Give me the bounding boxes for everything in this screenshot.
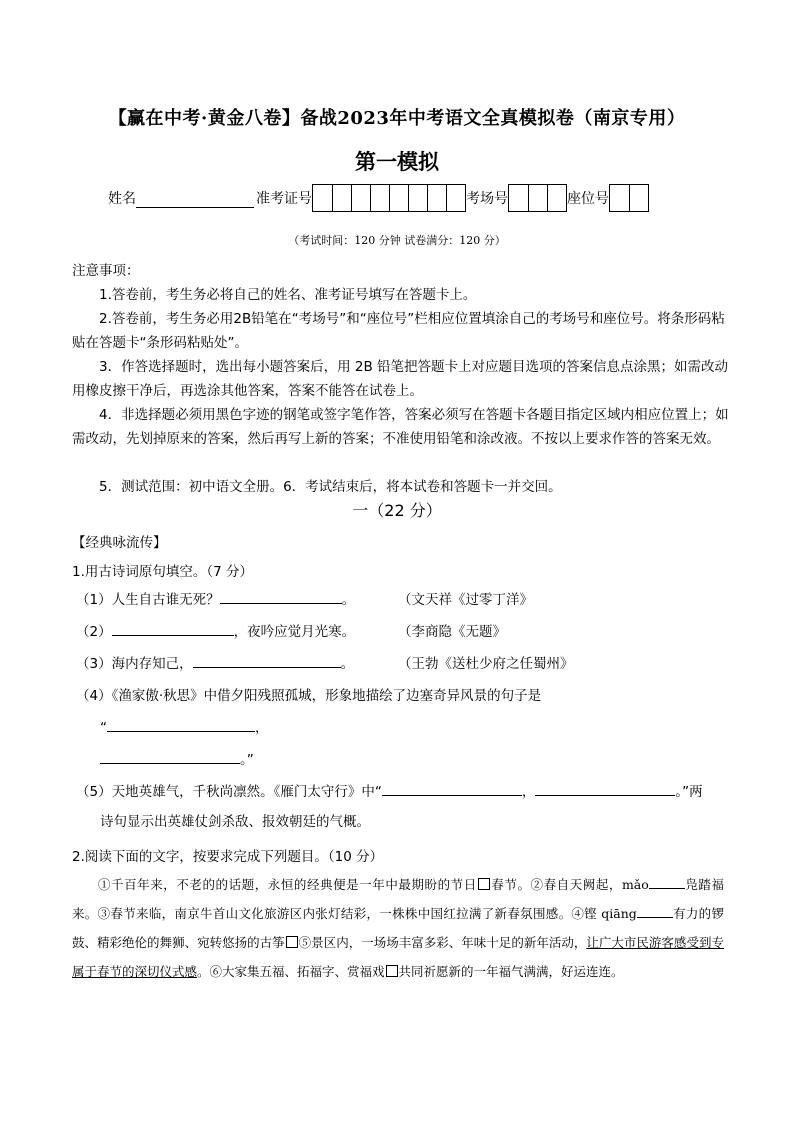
q1-2-source: （李商隐《无题》 bbox=[398, 624, 506, 640]
q1-4-blank-2[interactable] bbox=[100, 749, 240, 764]
blank-box-2[interactable] bbox=[286, 936, 298, 948]
pinyin-blank-1[interactable] bbox=[649, 874, 685, 889]
pinyin-blank-2[interactable] bbox=[637, 903, 673, 918]
q1-4-line2: 。” bbox=[100, 748, 254, 768]
section-tag: 【经典咏流传】 bbox=[72, 535, 167, 551]
exam-no-label: 准考证号 bbox=[256, 191, 312, 207]
q1-title: 1.用古诗词原句填空。（7 分） bbox=[72, 564, 254, 580]
underlined-sentence: 让广大市民游客感受到专属于春节的深切仪式感 bbox=[72, 935, 724, 979]
blank-box-1[interactable] bbox=[478, 878, 490, 890]
room-label: 考场号 bbox=[466, 191, 508, 207]
room-boxes[interactable] bbox=[508, 184, 567, 212]
q2-title: 2.阅读下面的文字，按要求完成下列题目。（10 分） bbox=[72, 849, 384, 865]
exam-no-boxes[interactable] bbox=[312, 184, 466, 212]
notice-item-5: 5．测试范围：初中语文全册。6．考试结束后，将本试卷和答题卡一并交回。 bbox=[99, 479, 562, 495]
notice-item-2: 2.答卷前，考生务必用2B铅笔在“考场号”和“座位号”栏相应位置填涂自己的考场号和座位号。将条形码粘贴在答题卡“条形码粘贴处”。 bbox=[72, 311, 725, 351]
q1-3: （3）海内存知己， 。 bbox=[76, 652, 354, 672]
q1-4: （4）《渔家傲·秋思》中借夕阳残照孤城，形象地描绘了边塞奇异风景的句子是 bbox=[76, 688, 542, 704]
name-label: 姓名 bbox=[108, 191, 136, 207]
q1-3-source: （王勃《送杜少府之任蜀州》 bbox=[398, 656, 574, 672]
q1-2: （2） ，夜吟应觉月光寒。 bbox=[76, 620, 355, 640]
exam-subtitle: 第一模拟 bbox=[355, 150, 439, 174]
q1-5-blank-2[interactable] bbox=[535, 781, 675, 796]
seat-boxes[interactable] bbox=[609, 184, 649, 212]
time-note: （考试时间：120 分钟 试卷满分：120 分） bbox=[288, 234, 506, 247]
candidate-info-row bbox=[108, 183, 649, 213]
seat-label: 座位号 bbox=[567, 191, 609, 207]
notice-item-3: 3．作答选择题时，选出每小题答案后，用 2B 铅笔把答题卡上对应题目选项的答案信息点涂黑；如需改动用橡皮擦干净后，再选涂其他答案，答案不能答在试卷上。 bbox=[72, 359, 729, 399]
notice-heading: 注意事项： bbox=[72, 263, 140, 279]
q1-5-line2: 诗句显示出英雄仗剑杀敌、报效朝廷的气概。 bbox=[100, 814, 370, 830]
q2-passage: ①千百年来，不老的的话题，永恒的经典便是一年中最期盼的节日 春节。②春自天阙起，mǎo 凫踏福来。③春节来临，南京牛首山文化旅游区内张灯结彩，一株株中国红拉满了新春氛围感。④铿 qiāng 有力的锣鼓、精彩绝伦的舞狮、宛转悠扬的古筝 ⑤景区内，一场场丰富多彩、年味十足的新年活动，让广大市民游客感受到专属于春节的深切仪式感。⑥大家集五福、拓福字、赏福戏 共同祈愿新的一年福气满满，好运连连。 bbox=[72, 870, 724, 986]
section-title: 一（22 分） bbox=[352, 501, 442, 520]
q1-3-blank[interactable] bbox=[193, 653, 341, 668]
q1-5: （5）天地英雄气，千秋尚凛然。《雁门太守行》中“ ， 。”两 bbox=[76, 780, 703, 800]
q1-4-line1: “ ， bbox=[100, 716, 269, 736]
exam-title: 【赢在中考·黄金八卷】备战2023年中考语文全真模拟卷（南京专用） bbox=[108, 108, 686, 129]
q1-1-blank[interactable] bbox=[220, 589, 342, 604]
notice-item-4: 4．非选择题必须用黑色字迹的钢笔或签字笔作答，答案必须写在答题卡各题目指定区域内相应位置上；如需改动，先划掉原来的答案，然后再写上新的答案；不准使用铅笔和涂改液。不按以上要求作答的答案无效。 bbox=[72, 407, 729, 447]
q1-1: （1）人生自古谁无死？ 。 bbox=[76, 588, 355, 608]
q1-4-blank-1[interactable] bbox=[107, 717, 255, 732]
q1-5-blank-1[interactable] bbox=[382, 781, 522, 796]
q1-2-blank[interactable] bbox=[112, 621, 234, 636]
blank-box-3[interactable] bbox=[386, 965, 398, 977]
notice-item-1: 1.答卷前，考生务必将自己的姓名、准考证号填写在答题卡上。 bbox=[99, 287, 477, 303]
name-blank[interactable] bbox=[136, 189, 254, 208]
q1-1-source: （文天祥《过零丁洋》 bbox=[398, 592, 533, 608]
